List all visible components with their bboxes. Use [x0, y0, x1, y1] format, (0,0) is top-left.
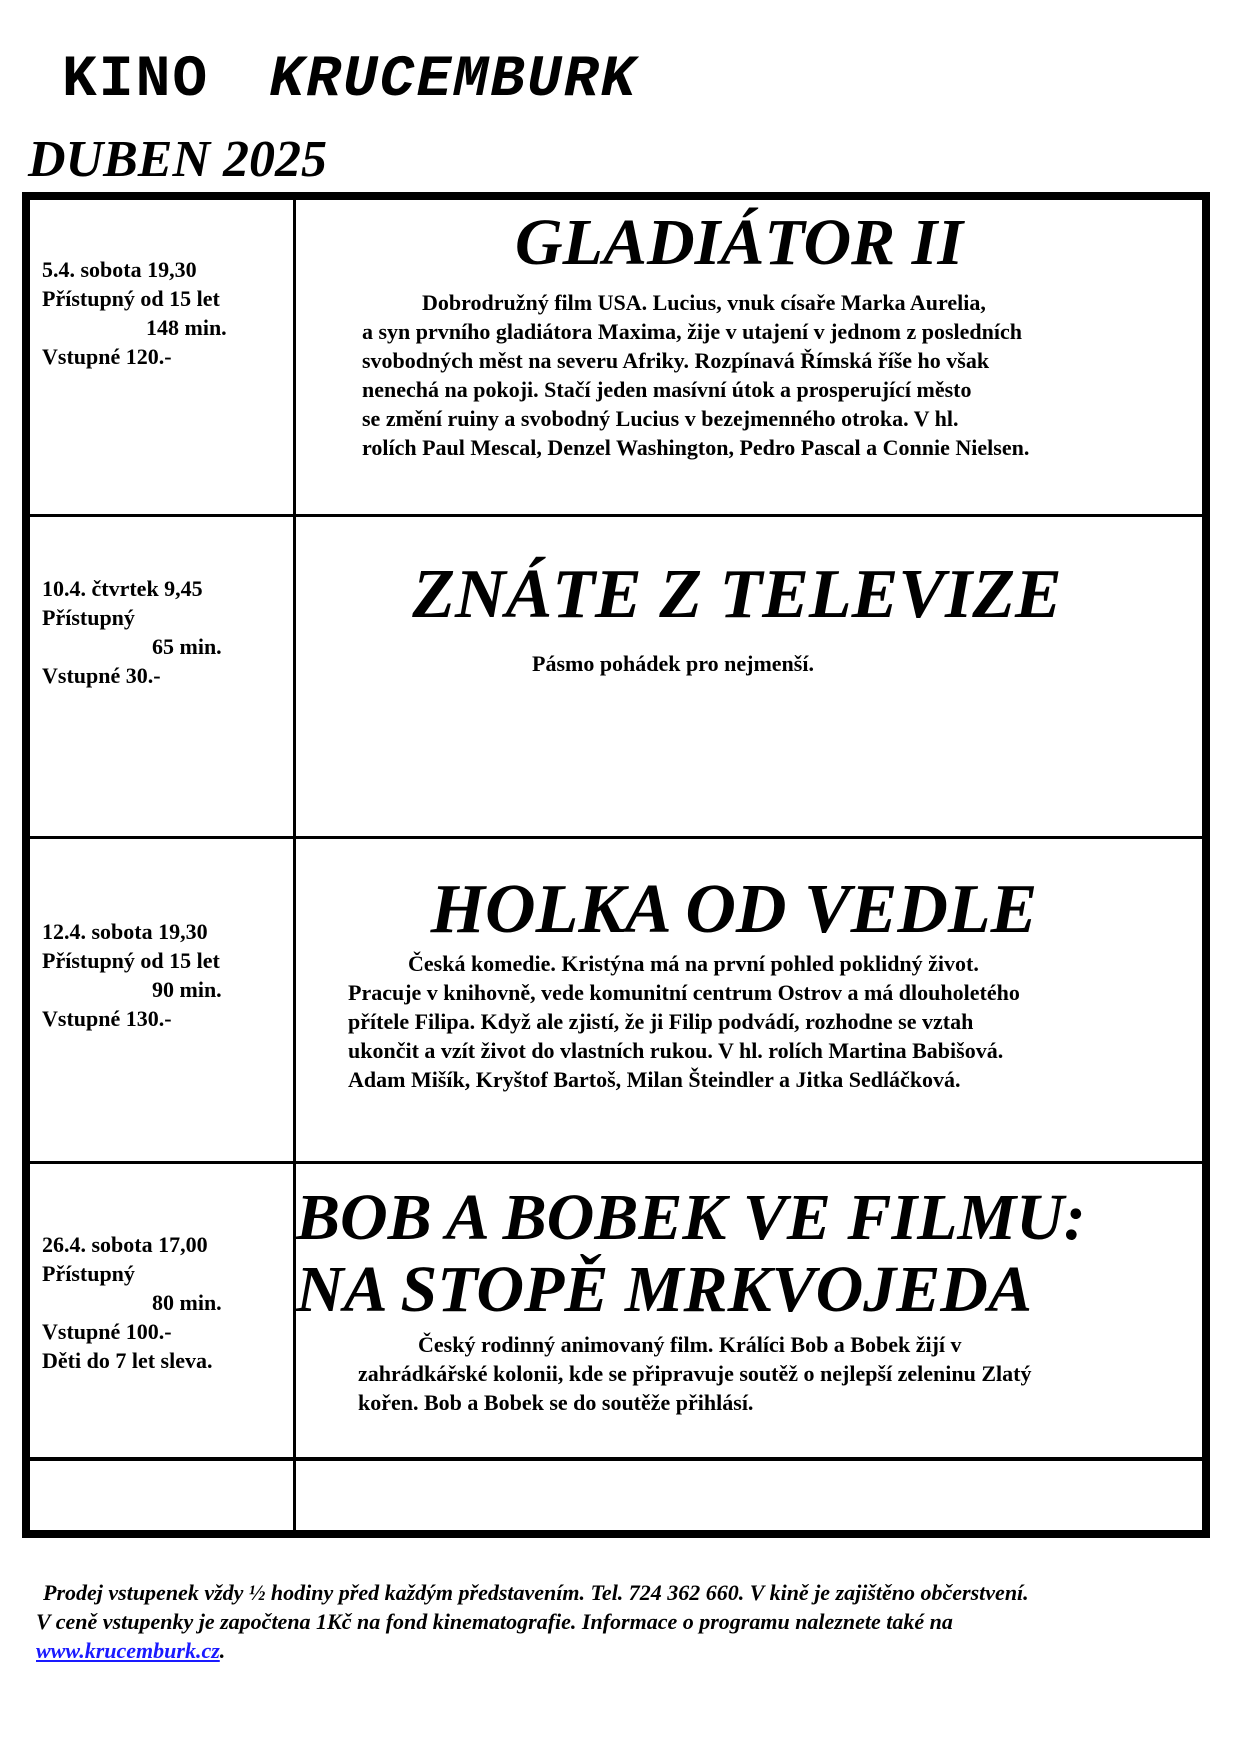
website-link[interactable]: www.krucemburk.cz: [36, 1638, 220, 1663]
ticket-price: Vstupné 30.-: [42, 663, 161, 688]
ticket-price: Vstupné 130.-: [42, 1006, 172, 1031]
screening-date: 5.4. sobota 19,30: [42, 257, 197, 282]
description-line: Adam Mišík, Kryštof Bartoš, Milan Šteindler a Jitka Sedláčková.: [348, 1067, 961, 1092]
table-row: [30, 1164, 1202, 1461]
description-line: přítele Filipa. Když ale zjistí, že ji Filip podvádí, rozhodne se vztah: [348, 1009, 974, 1034]
description-line: a syn prvního gladiátora Maxima, žije v utajení v jednom z posledních: [362, 319, 1023, 344]
age-rating: Přístupný: [42, 1261, 135, 1286]
age-rating: Přístupný: [42, 605, 135, 630]
description-line: nenechá na pokoji. Stačí jeden masívní útok a prosperující město: [362, 377, 972, 402]
movie-title: [296, 1182, 1202, 1326]
ticket-price: Vstupné 120.-: [42, 344, 172, 369]
description-line: rolích Paul Mescal, Denzel Washington, Pedro Pascal a Connie Nielsen.: [362, 435, 1030, 460]
movie-title-line: NA STOPĚ MRKVOJEDA: [296, 1253, 1032, 1326]
footer-notes: [36, 1578, 1216, 1665]
movie-cell: [296, 204, 1202, 462]
cinema-word-town: KRUCEMBURK: [269, 48, 638, 113]
description-line: Dobrodružný film USA. Lucius, vnuk císaře Marka Aurelia,: [422, 290, 986, 315]
age-rating: Přístupný od 15 let: [42, 948, 220, 973]
description-line: ukončit a vzít život do vlastních rukou. V hl. rolích Martina Babišová.: [348, 1038, 1004, 1063]
discount-note: Děti do 7 let sleva.: [42, 1348, 213, 1373]
table-row: [30, 200, 1202, 517]
movie-description: [296, 1330, 1202, 1417]
screening-info: [42, 574, 282, 690]
screening-info: [42, 1230, 282, 1375]
cinema-title: [62, 46, 637, 116]
footer-line: Prodej vstupenek vždy ½ hodiny před každým představením. Tel. 724 362 660. V kině je zajištěno občerstvení.: [43, 1580, 1029, 1605]
movie-description: [296, 949, 1202, 1094]
runtime: 90 min.: [152, 977, 222, 1002]
description-line: Česká komedie. Kristýna má na první pohled poklidný život.: [408, 951, 979, 976]
movie-description: [296, 288, 1202, 462]
description-line: Český rodinný animovaný film. Králíci Bob a Bobek žijí v: [418, 1332, 962, 1357]
empty-row: [30, 1461, 1202, 1530]
screening-date: 26.4. sobota 17,00: [42, 1232, 208, 1257]
footer-period: .: [219, 1638, 226, 1663]
description-line: Pásmo pohádek pro nejmenší.: [532, 651, 814, 676]
movie-title-line: BOB A BOBEK VE FILMU:: [296, 1181, 1086, 1254]
runtime: 80 min.: [152, 1290, 222, 1315]
runtime: 65 min.: [152, 634, 222, 659]
runtime: 148 min.: [146, 315, 227, 340]
movie-description: [296, 649, 1202, 678]
movie-title: HOLKA OD VEDLE: [430, 871, 1038, 948]
table-row: [30, 517, 1202, 839]
movie-cell: [296, 871, 1202, 1094]
age-rating: Přístupný od 15 let: [42, 286, 220, 311]
footer-line: V ceně vstupenky je započtena 1Kč na fond kinematografie. Informace o programu naleznete také na: [36, 1609, 953, 1634]
screening-info: [42, 255, 282, 371]
screening-date: 10.4. čtvrtek 9,45: [42, 576, 203, 601]
description-line: se změní ruiny a svobodný Lucius v bezejmenného otroka. V hl.: [362, 406, 959, 431]
table-row: [30, 839, 1202, 1164]
movie-cell: [296, 1182, 1202, 1417]
description-line: Pracuje v knihovně, vede komunitní centrum Ostrov a má dlouholetého: [348, 980, 1020, 1005]
movie-title: GLADIÁTOR II: [514, 206, 964, 279]
description-line: svobodných měst na severu Afriky. Rozpínavá Římská říše ho však: [362, 348, 990, 373]
movie-cell: [296, 555, 1202, 678]
footer-link-line: [36, 1636, 1216, 1665]
movie-title: ZNÁTE Z TELEVIZE: [412, 556, 1062, 633]
program-table: [22, 192, 1210, 1538]
cinema-word-kino: KINO: [62, 48, 210, 113]
month-title: DUBEN 2025: [28, 131, 328, 188]
screening-info: [42, 917, 282, 1033]
ticket-price: Vstupné 100.-: [42, 1319, 172, 1344]
screening-date: 12.4. sobota 19,30: [42, 919, 208, 944]
description-line: zahrádkářské kolonii, kde se připravuje soutěž o nejlepší zeleninu Zlatý: [358, 1361, 1032, 1386]
description-line: kořen. Bob a Bobek se do soutěže přihlásí.: [358, 1390, 754, 1415]
